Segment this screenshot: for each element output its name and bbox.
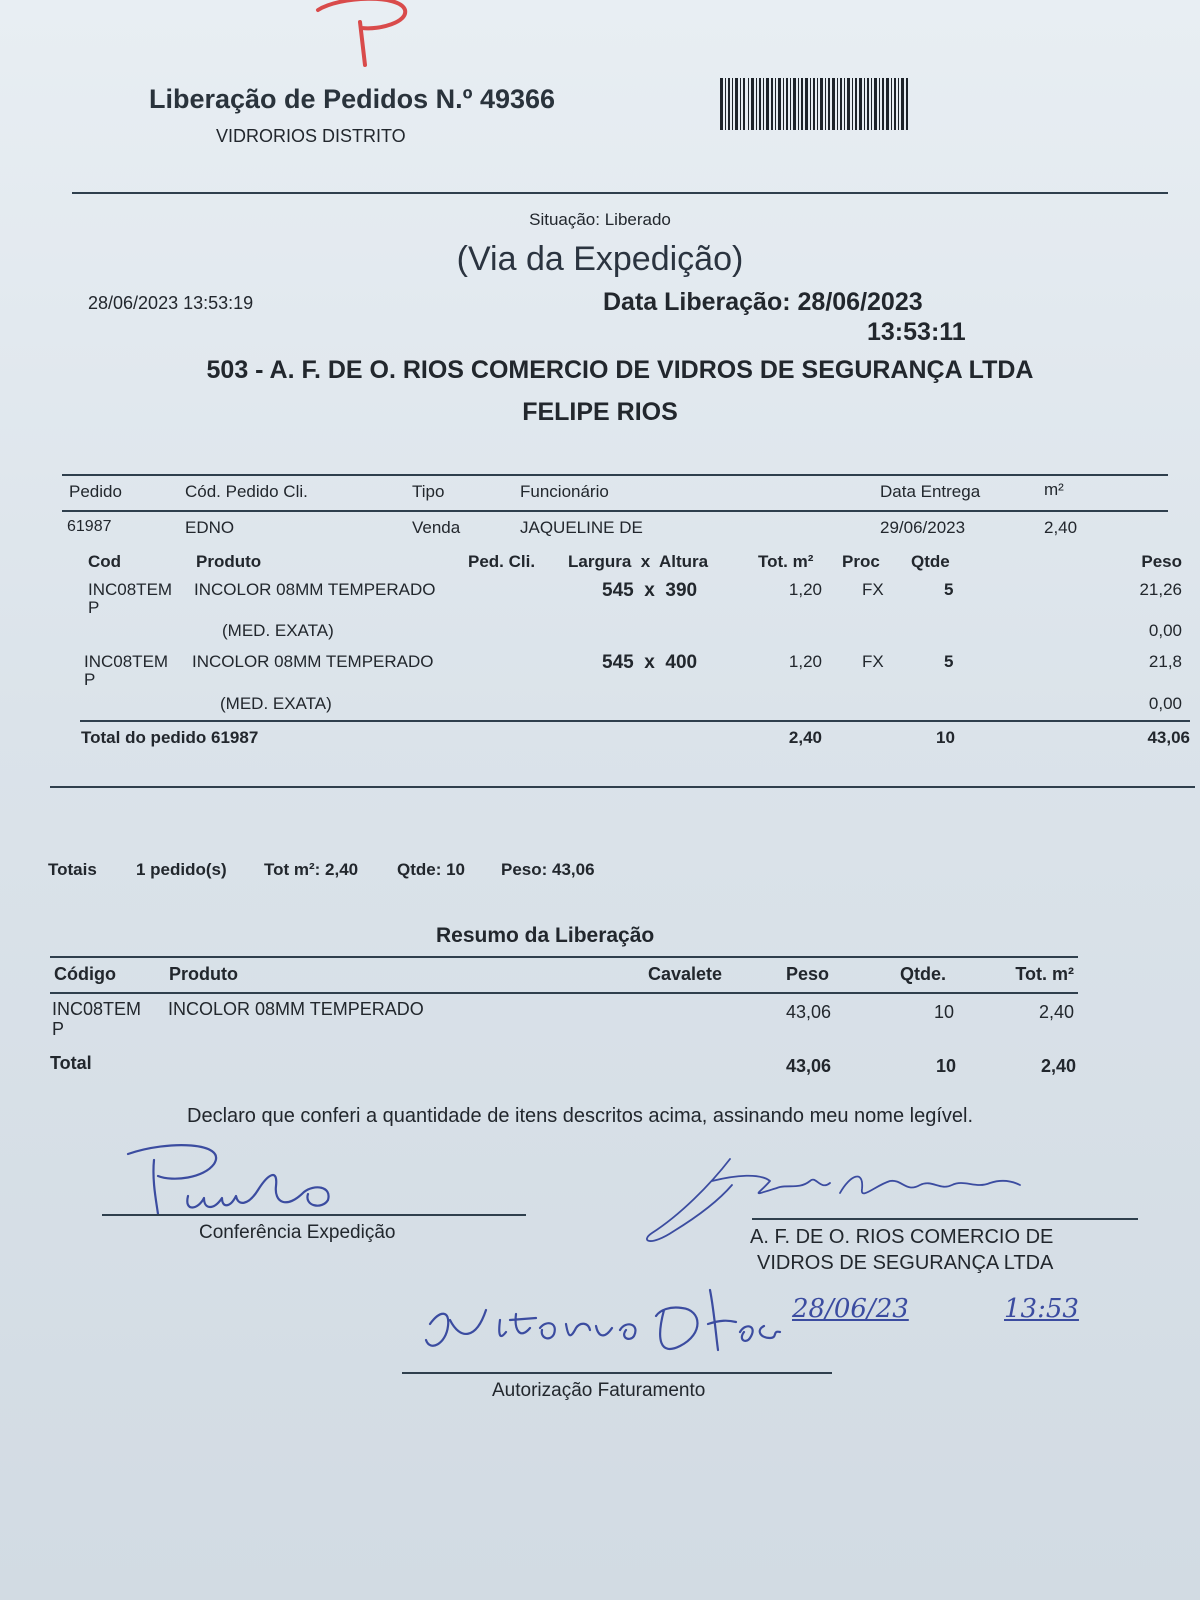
item-cod-cont: P <box>84 670 96 689</box>
col-cod-pedido-cli: Cód. Pedido Cli. <box>185 482 308 501</box>
item-qtde: 5 <box>944 652 954 671</box>
order-total-label: Total do pedido 61987 <box>81 728 259 747</box>
situacao: Situação: Liberado <box>529 210 671 229</box>
item-qtde: 5 <box>944 580 954 599</box>
totals-m2: Tot m²: 2,40 <box>264 860 359 879</box>
section-divider <box>50 786 1195 788</box>
totals-qtde: Qtde: 10 <box>397 860 466 879</box>
items-col-ped-cli: Ped. Cli. <box>468 552 536 571</box>
resumo-total-peso: 43,06 <box>786 1056 832 1076</box>
order-tipo: Venda <box>412 518 461 537</box>
items-col-dims: Largura x Altura <box>568 552 709 571</box>
handwritten-date: 28/06/23 <box>792 1294 909 1324</box>
col-m2: m² <box>1044 480 1064 499</box>
resumo-top-rule <box>50 956 1078 958</box>
order-funcionario: JAQUELINE DE <box>520 518 643 537</box>
data-liberacao-time: 13:53:11 <box>867 318 966 346</box>
resumo-col-peso: Peso <box>786 964 830 984</box>
items-col-peso: Peso <box>1141 552 1182 571</box>
signature-autorizacao <box>420 1280 800 1370</box>
item-peso: 21,26 <box>1139 580 1182 599</box>
company-line2: VIDROS DE SEGURANÇA LTDA <box>757 1252 1054 1274</box>
totals-peso: Peso: 43,06 <box>501 860 595 879</box>
items-col-proc: Proc <box>842 552 880 571</box>
document-title: Liberação de Pedidos N.º 49366 <box>149 84 556 114</box>
resumo-title: Resumo da Liberação <box>436 924 655 947</box>
resumo-col-cavalete: Cavalete <box>648 964 723 984</box>
resumo-col-tot-m2: Tot. m² <box>1015 964 1074 984</box>
company-line1: A. F. DE O. RIOS COMERCIO DE <box>750 1226 1054 1248</box>
order-total-qtde: 10 <box>936 728 955 747</box>
item-sub-produto: (MED. EXATA) <box>220 694 332 713</box>
item-sub-peso: 0,00 <box>1148 621 1182 640</box>
resumo-total-label: Total <box>50 1053 92 1073</box>
item-sub-peso: 0,00 <box>1148 694 1182 713</box>
item-sub-produto: (MED. EXATA) <box>222 621 334 640</box>
order-table-top-rule <box>62 474 1168 476</box>
resumo-header-rule <box>50 992 1078 994</box>
red-marker-p <box>310 0 420 70</box>
resumo-total-tot-m2: 2,40 <box>1040 1056 1076 1076</box>
resumo-codigo-cont: P <box>52 1019 65 1039</box>
col-data-entrega: Data Entrega <box>880 482 981 501</box>
item-cod: INC08TEM <box>88 580 173 599</box>
totals-label: Totais <box>48 860 97 879</box>
item-tot-m2: 1,20 <box>788 580 822 599</box>
resumo-qtde: 10 <box>933 1002 954 1022</box>
resumo-produto: INCOLOR 08MM TEMPERADO <box>168 999 424 1019</box>
col-pedido: Pedido <box>69 482 122 501</box>
resumo-col-codigo: Código <box>54 964 116 984</box>
item-proc: FX <box>862 652 884 671</box>
resumo-peso: 43,06 <box>786 1002 832 1022</box>
item-tot-m2: 1,20 <box>788 652 822 671</box>
autorizacao-label: Autorização Faturamento <box>492 1380 706 1401</box>
data-liberacao: Data Liberação: 28/06/2023 <box>603 288 923 316</box>
item-proc: FX <box>862 580 884 599</box>
handwritten-time: 13:53 <box>1004 1294 1079 1324</box>
order-total-peso: 43,06 <box>1147 728 1190 747</box>
item-dims: 545 x 400 <box>602 652 698 673</box>
items-col-tot-m2: Tot. m² <box>758 552 814 571</box>
client-name: 503 - A. F. DE O. RIOS COMERCIO DE VIDROS DE SEGURANÇA LTDA <box>206 356 1034 384</box>
resumo-col-produto: Produto <box>169 964 238 984</box>
resumo-col-qtde: Qtde. <box>900 964 947 984</box>
order-cod-cli: EDNO <box>185 518 235 537</box>
declaration: Declaro que conferi a quantidade de itens descritos acima, assinando meu nome legível. <box>187 1105 974 1127</box>
items-total-rule <box>80 720 1190 722</box>
item-dims: 545 x 390 <box>602 580 698 601</box>
via-label: (Via da Expedição) <box>456 240 744 278</box>
client-contact: FELIPE RIOS <box>522 398 678 426</box>
item-produto: INCOLOR 08MM TEMPERADO <box>192 652 434 671</box>
order-m2: 2,40 <box>1044 518 1078 537</box>
print-datetime: 28/06/2023 13:53:19 <box>88 293 254 313</box>
company-name: VIDRORIOS DISTRITO <box>216 126 406 146</box>
resumo-tot-m2: 2,40 <box>1038 1002 1074 1022</box>
signature-conferencia <box>118 1140 358 1220</box>
item-peso: 21,8 <box>1148 652 1182 671</box>
signature-line-autorizacao <box>402 1372 832 1374</box>
resumo-total-qtde: 10 <box>935 1056 956 1076</box>
order-data-entrega: 29/06/2023 <box>880 518 966 537</box>
item-produto: INCOLOR 08MM TEMPERADO <box>194 580 436 599</box>
order-pedido: 61987 <box>67 518 112 535</box>
order-total-m2: 2,40 <box>788 728 822 747</box>
col-funcionario: Funcionário <box>520 482 609 501</box>
items-col-produto: Produto <box>196 552 262 571</box>
items-col-qtde: Qtde <box>911 552 950 571</box>
col-tipo: Tipo <box>412 482 445 501</box>
item-cod-cont: P <box>88 598 100 617</box>
item-cod: INC08TEM <box>84 652 169 671</box>
barcode <box>720 78 912 132</box>
conferencia-label: Conferência Expedição <box>199 1222 396 1243</box>
resumo-codigo: INC08TEM <box>52 999 142 1019</box>
order-table-header-rule <box>62 510 1168 512</box>
totals-pedidos: 1 pedido(s) <box>136 860 227 879</box>
header-divider <box>72 192 1168 194</box>
signature-line-company <box>752 1218 1138 1220</box>
items-col-cod: Cod <box>88 552 122 571</box>
signature-line-conferencia <box>102 1214 526 1216</box>
